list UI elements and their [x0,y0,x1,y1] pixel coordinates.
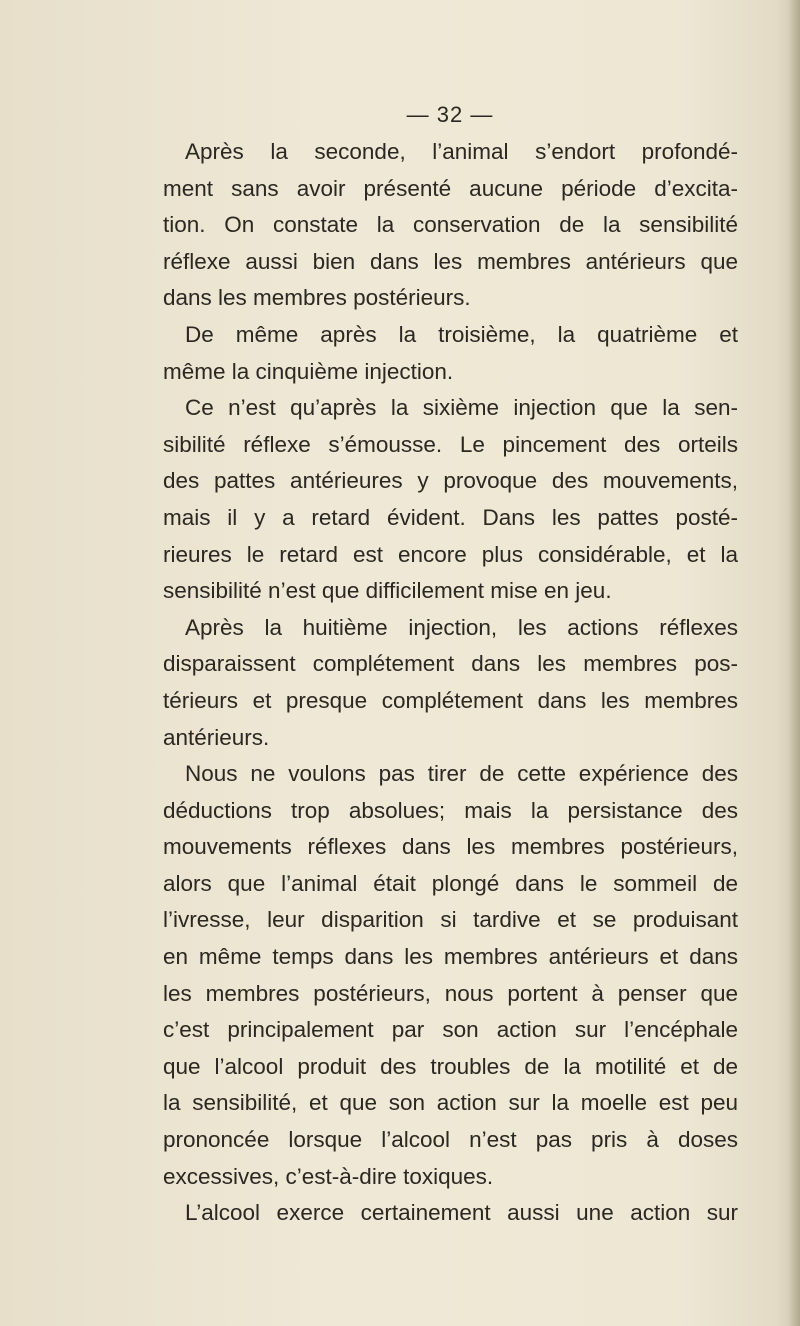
text-line: antérieurs. [163,724,270,750]
text-line: les membres postérieurs, nous portent à penser que [163,980,738,1006]
page-edge-shadow [788,0,800,1326]
text-line: térieurs et presque complétement dans les membres [163,687,738,713]
page-number: — 32 — [406,102,494,127]
text-line: l’ivresse, leur disparition si tardive et se produisant [163,907,738,933]
text-line: réflexe aussi bien dans les membres antérieurs que [163,248,738,274]
text-line: L’alcool exerce certainement aussi une action sur [185,1200,738,1226]
text-line: mais il y a retard évident. Dans les pattes posté- [163,504,738,530]
text-line: sensibilité n’est que difficilement mise en jeu. [163,578,612,604]
text-line: Ce n’est qu’après la sixième injection que la sen- [185,395,738,421]
text-line: déductions trop absolues; mais la persistance des [163,797,738,823]
text-line: excessives, c’est-à-dire toxiques. [163,1163,494,1189]
text-line: dans les membres postérieurs. [163,285,471,311]
text-line: De même après la troisième, la quatrième et [185,321,738,347]
text-line: mouvements réflexes dans les membres postérieurs, [163,834,738,860]
text-line: rieures le retard est encore plus considérable, et la [163,541,738,567]
text-line: Après la seconde, l’animal s’endort profondé- [185,139,738,164]
text-line: disparaissent complétement dans les membres pos- [163,651,738,677]
text-line: tion. On constate la conservation de la sensibilité [163,212,738,238]
text-line: des pattes antérieures y provoque des mouvements, [163,468,738,494]
text-line: alors que l’animal était plongé dans le sommeil de [163,870,738,896]
text-line: Après la huitième injection, les actions réflexes [185,614,738,640]
text-line: prononcée lorsque l’alcool n’est pas pris à doses [163,1127,738,1153]
text-line: même la cinquième injection. [163,358,454,384]
body-text [163,134,738,1232]
text-line: Nous ne voulons pas tirer de cette expérience des [185,761,738,787]
text-line: que l’alcool produit des troubles de la motilité et de [163,1053,738,1079]
text-line: ment sans avoir présenté aucune période d’excita- [163,175,738,201]
text-line: c’est principalement par son action sur l’encéphale [163,1017,738,1043]
text-line: en même temps dans les membres antérieurs et dans [163,944,738,970]
text-line: sibilité réflexe s’émousse. Le pincement des orteils [163,431,738,457]
text-line: la sensibilité, et que son action sur la moelle est peu [163,1090,738,1116]
